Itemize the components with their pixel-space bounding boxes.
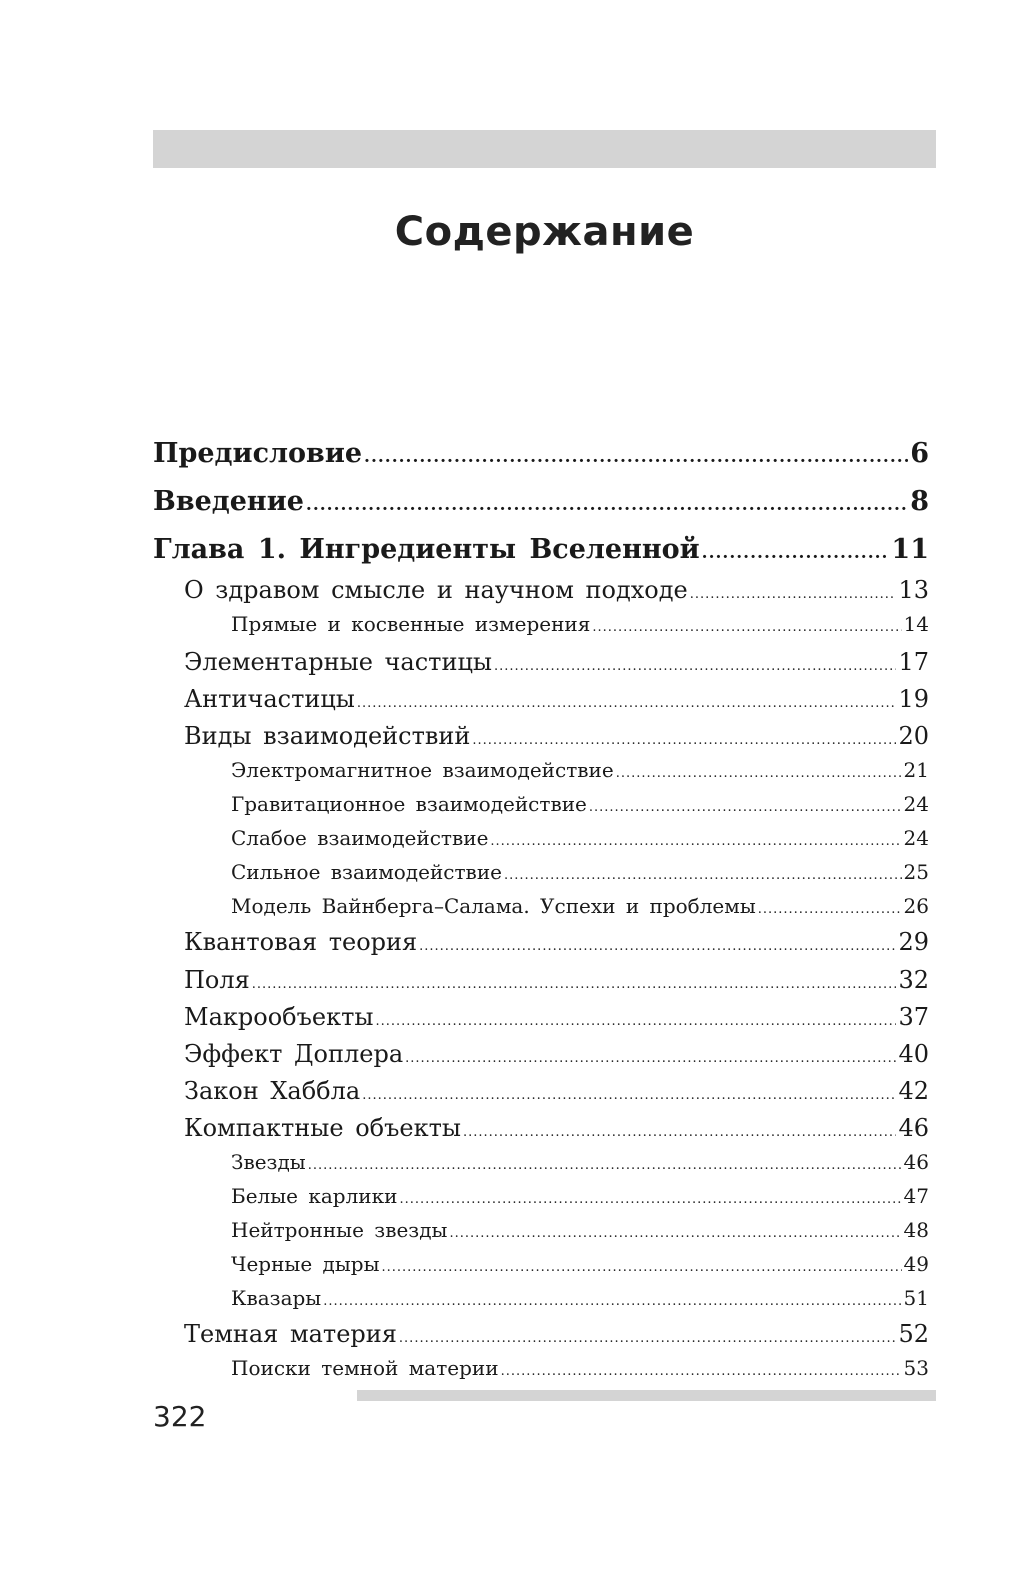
toc-entry-title: Темная материя	[184, 1320, 397, 1348]
toc-entry-title: Предисловие	[153, 438, 363, 469]
page-number: 322	[153, 1400, 207, 1433]
toc-entry	[184, 1003, 929, 1031]
toc-entry	[184, 1040, 929, 1068]
toc-dot-leader	[399, 1192, 901, 1207]
toc-entry-title: Квазары	[231, 1286, 322, 1310]
toc-entry	[184, 1077, 929, 1105]
toc-entry	[231, 1218, 929, 1242]
toc-entry-page: 42	[898, 1077, 929, 1105]
toc-entry-page: 21	[903, 758, 929, 782]
page-title: Содержание	[394, 208, 695, 255]
toc-entry-page: 19	[898, 685, 929, 713]
toc-entry-page: 49	[903, 1252, 929, 1276]
toc-dot-leader	[308, 1158, 902, 1173]
toc-entry-title: О здравом смысле и научном подходе	[184, 576, 688, 604]
toc-dot-leader	[616, 766, 902, 781]
toc-entry-title: Элементарные частицы	[184, 648, 492, 676]
header-rule	[153, 130, 936, 168]
toc-entry-title: Эффект Доплера	[184, 1040, 404, 1068]
toc-dot-leader	[463, 1125, 897, 1140]
toc-entry-title: Квантовая теория	[184, 928, 418, 956]
toc-entry-page: 25	[903, 860, 929, 884]
toc-dot-leader	[405, 1051, 896, 1066]
toc-entry	[231, 1356, 929, 1380]
toc-entry-title: Античастицы	[184, 685, 355, 713]
toc-entry-page: 47	[903, 1184, 929, 1208]
toc-dot-leader	[702, 543, 890, 563]
toc-entry-page: 14	[903, 612, 929, 636]
toc-dot-leader	[690, 587, 897, 602]
toc-entry	[231, 860, 929, 884]
toc-entry-page: 46	[903, 1150, 929, 1174]
footer-rule	[357, 1390, 936, 1401]
toc-entry-title: Слабое взаимодействие	[231, 826, 489, 850]
toc-entry-page: 46	[898, 1114, 929, 1142]
toc-entry-page: 52	[898, 1320, 929, 1348]
toc-entry-page: 13	[898, 576, 929, 604]
toc-entry-page: 40	[898, 1040, 929, 1068]
toc-dot-leader	[758, 902, 902, 917]
toc-entry	[184, 722, 929, 750]
toc-entry-page: 24	[903, 792, 929, 816]
toc-dot-leader	[362, 1088, 896, 1103]
toc-dot-leader	[490, 834, 901, 849]
toc-dot-leader	[357, 696, 897, 711]
toc-entry-title: Компактные объекты	[184, 1114, 461, 1142]
toc-entry-title: Белые карлики	[231, 1184, 398, 1208]
toc-entry-title: Модель Вайнберга–Салама. Успехи и проблемы	[231, 894, 756, 918]
toc-entry-title: Электромагнитное взаимодействие	[231, 758, 614, 782]
toc-entry	[231, 758, 929, 782]
toc-entry-page: 8	[910, 486, 929, 517]
toc-entry-title: Виды взаимодействий	[184, 722, 471, 750]
toc-entry-page: 32	[898, 966, 929, 994]
toc-entry	[184, 966, 929, 994]
toc-dot-leader	[252, 977, 897, 992]
toc-entry-page: 17	[898, 648, 929, 676]
toc-entry	[184, 1114, 929, 1142]
toc-dot-leader	[494, 659, 896, 674]
toc-entry	[184, 1320, 929, 1348]
toc-entry	[153, 438, 929, 469]
toc-dot-leader	[501, 1364, 902, 1379]
toc-entry	[231, 792, 929, 816]
toc-entry-title: Звезды	[231, 1150, 306, 1174]
toc-dot-leader	[382, 1260, 902, 1275]
toc-dot-leader	[364, 447, 908, 467]
toc-entry-page: 37	[898, 1003, 929, 1031]
toc-dot-leader	[375, 1014, 896, 1029]
toc-dot-leader	[399, 1331, 897, 1346]
toc-entry-page: 24	[903, 826, 929, 850]
toc-dot-leader	[419, 939, 896, 954]
toc-entry-title: Введение	[153, 486, 304, 517]
toc-entry	[184, 648, 929, 676]
toc-entry-title: Глава 1. Ингредиенты Вселенной	[153, 534, 700, 565]
toc-entry	[231, 1184, 929, 1208]
toc-dot-leader	[589, 800, 902, 815]
toc-dot-leader	[306, 495, 908, 515]
toc-entry-title: Нейтронные звезды	[231, 1218, 448, 1242]
toc-entry	[184, 576, 929, 604]
toc-entry-page: 20	[898, 722, 929, 750]
toc-entry	[231, 1252, 929, 1276]
toc-entry-page: 6	[910, 438, 929, 469]
toc-entry-title: Закон Хаббла	[184, 1077, 361, 1105]
toc-entry-title: Черные дыры	[231, 1252, 380, 1276]
toc-entry	[231, 826, 929, 850]
toc-entry	[231, 1150, 929, 1174]
toc-entry-page: 29	[898, 928, 929, 956]
toc-entry-page: 48	[903, 1218, 929, 1242]
toc-entry-page: 51	[903, 1286, 929, 1310]
toc-entry	[231, 894, 929, 918]
toc-entry	[231, 1286, 929, 1310]
toc-entry-page: 11	[891, 534, 929, 565]
toc-entry-page: 53	[903, 1356, 929, 1380]
toc-entry-title: Сильное взаимодействие	[231, 860, 502, 884]
toc-dot-leader	[449, 1226, 901, 1241]
toc-entry	[153, 486, 929, 517]
toc-entry-title: Макрообъекты	[184, 1003, 374, 1031]
toc-entry	[184, 928, 929, 956]
toc-entry-page: 26	[903, 894, 929, 918]
toc-entry	[184, 685, 929, 713]
toc-entry-title: Прямые и косвенные измерения	[231, 612, 591, 636]
toc-dot-leader	[592, 620, 901, 635]
toc-entry-title: Поиски темной материи	[231, 1356, 499, 1380]
toc-entry-title: Поля	[184, 966, 250, 994]
toc-entry-title: Гравитационное взаимодействие	[231, 792, 587, 816]
toc-dot-leader	[323, 1294, 901, 1309]
toc-entry	[231, 612, 929, 636]
toc-entry	[153, 534, 929, 565]
toc-dot-leader	[504, 868, 902, 883]
toc-dot-leader	[472, 733, 896, 748]
